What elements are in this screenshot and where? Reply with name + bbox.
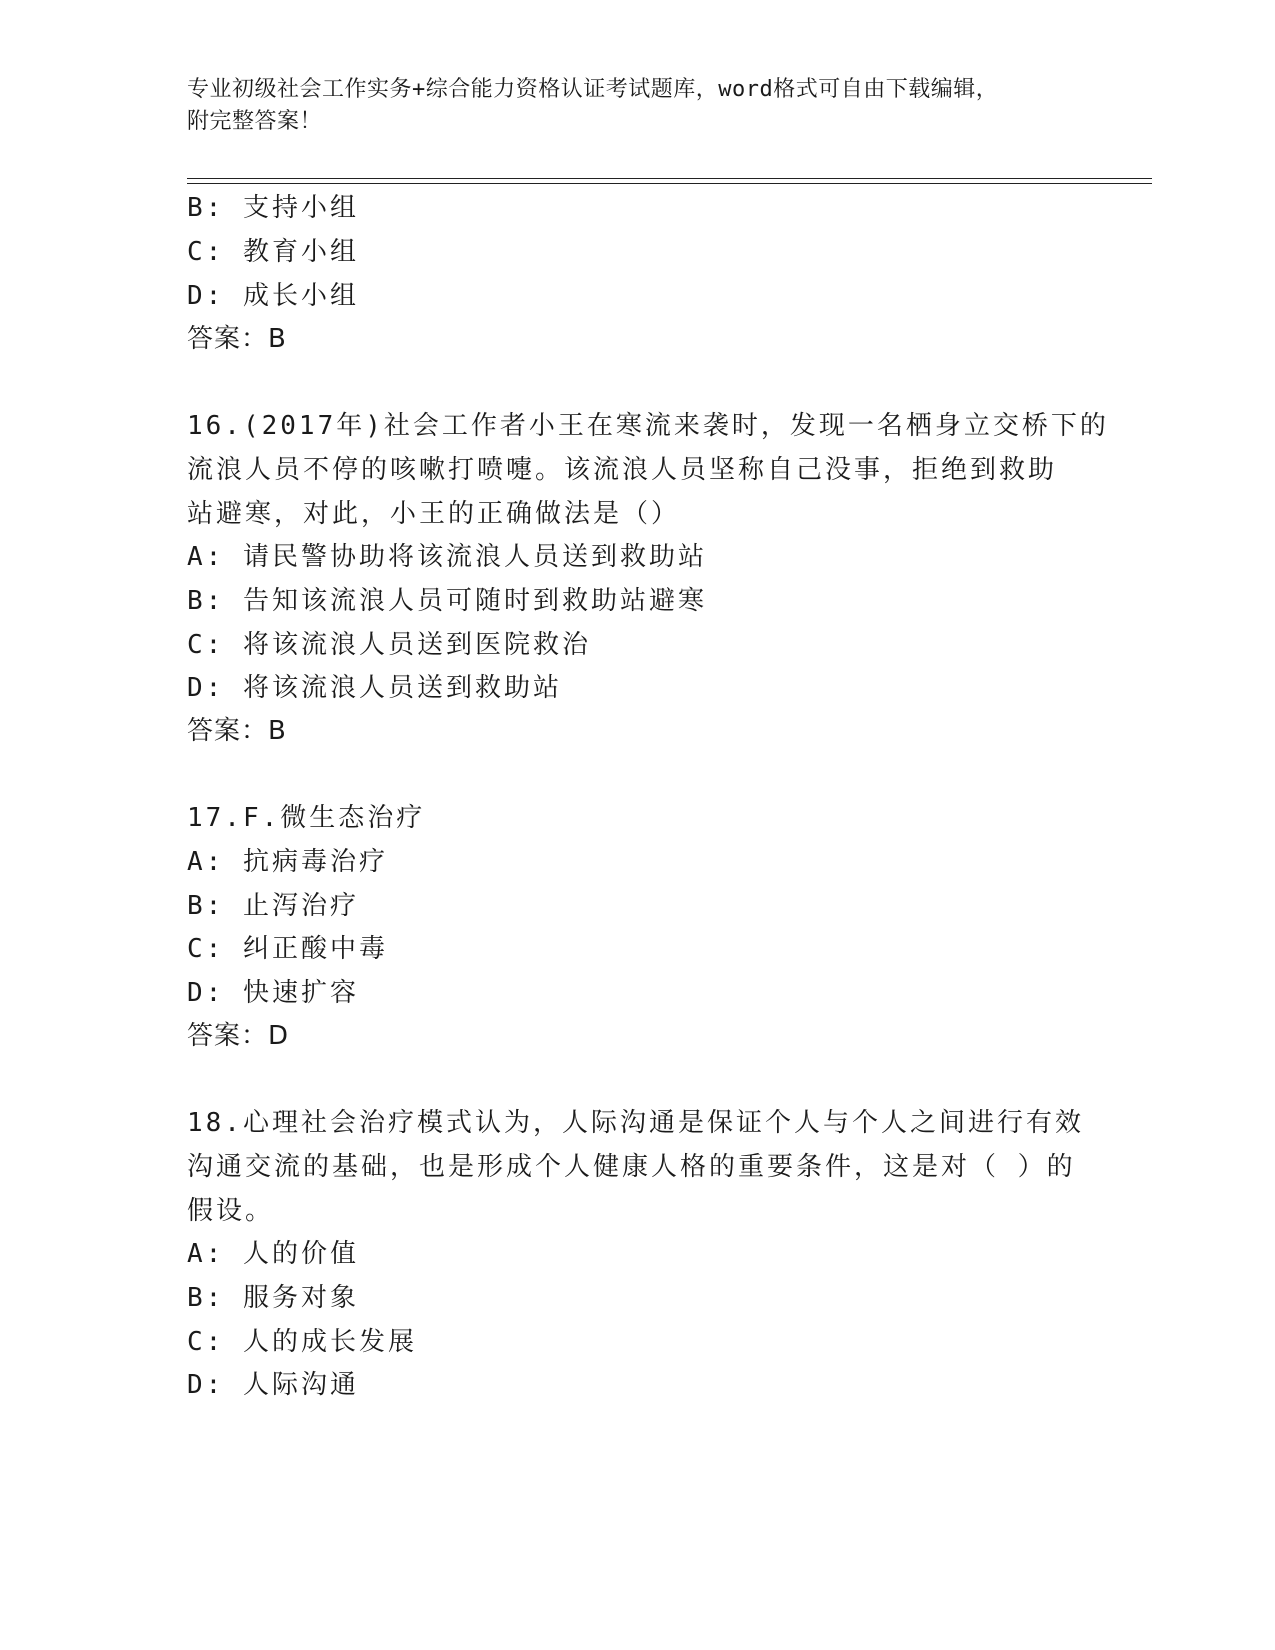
question-16-stem-line-1: 16.(2017年)社会工作者小王在寒流来袭时，发现一名栖身立交桥下的 xyxy=(187,411,1109,441)
question-17-answer: 答案：D xyxy=(187,1021,290,1051)
question-18-option-b: B: 服务对象 xyxy=(187,1283,359,1313)
question-18-option-c: C: 人的成长发展 xyxy=(187,1327,417,1357)
option-b: B: 支持小组 xyxy=(187,193,359,223)
question-17-option-c: C: 纠正酸中毒 xyxy=(187,934,388,964)
question-18-stem-line-3: 假设。 xyxy=(187,1196,275,1226)
question-16-stem-line-3: 站避寒，对此，小王的正确做法是（） xyxy=(187,499,681,529)
answer-line: 答案：B xyxy=(187,324,287,354)
question-18-stem-line-2: 沟通交流的基础，也是形成个人健康人格的重要条件，这是对（ ）的 xyxy=(187,1152,1076,1182)
question-18-option-a: A: 人的价值 xyxy=(187,1239,359,1269)
header-line-2: 附完整答案！ xyxy=(187,109,323,134)
question-16-answer: 答案：B xyxy=(187,716,287,746)
header-divider-top xyxy=(187,178,1152,179)
question-16-option-d: D: 将该流浪人员送到救助站 xyxy=(187,673,562,703)
option-c: C: 教育小组 xyxy=(187,237,359,267)
question-17-option-d: D: 快速扩容 xyxy=(187,978,359,1008)
option-d: D: 成长小组 xyxy=(187,281,359,311)
header-divider-bottom xyxy=(187,183,1152,184)
question-16-stem-line-2: 流浪人员不停的咳嗽打喷嚏。该流浪人员坚称自己没事，拒绝到救助 xyxy=(187,455,1058,485)
question-16-option-b: B: 告知该流浪人员可随时到救助站避寒 xyxy=(187,586,707,616)
question-17-option-a: A: 抗病毒治疗 xyxy=(187,847,388,877)
question-18-stem-line-1: 18.心理社会治疗模式认为，人际沟通是保证个人与个人之间进行有效 xyxy=(187,1108,1084,1138)
question-17-stem: 17.F.微生态治疗 xyxy=(187,803,426,833)
question-18-option-d: D: 人际沟通 xyxy=(187,1370,359,1400)
question-16-option-a: A: 请民警协助将该流浪人员送到救助站 xyxy=(187,542,707,572)
document-header xyxy=(187,74,1087,138)
header-line-1: 专业初级社会工作实务+综合能力资格认证考试题库，word格式可自由下载编辑， xyxy=(187,77,999,102)
question-17-option-b: B: 止泻治疗 xyxy=(187,891,359,921)
question-16-option-c: C: 将该流浪人员送到医院救治 xyxy=(187,630,591,660)
